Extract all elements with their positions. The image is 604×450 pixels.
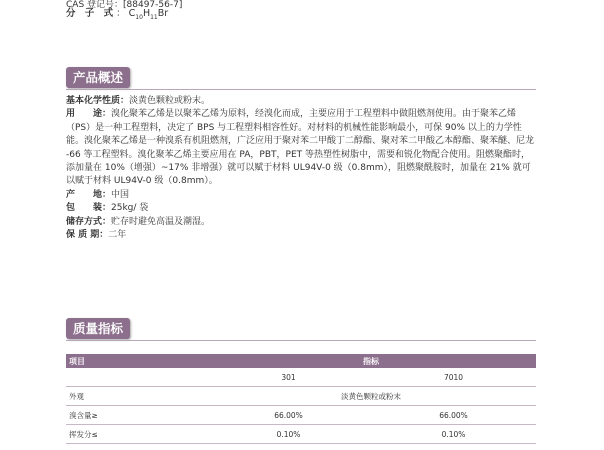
row-value: 0.10%: [371, 425, 536, 444]
usage-label: 用 途：: [66, 109, 112, 120]
section-divider: [66, 340, 536, 341]
row-value: 淡黄色颗粒或粉末: [206, 387, 536, 406]
properties-label: 基本化学性质：: [66, 96, 130, 106]
shelf-life-line: [66, 229, 538, 242]
row-value: 0.10%: [206, 425, 371, 444]
section-divider: [66, 89, 536, 90]
row-label: 挥发分≤: [66, 425, 206, 444]
package-value: 25kg/ 袋: [111, 203, 149, 214]
molecular-formula: 分 子 式： $C_{10}H_{11}Br$: [66, 8, 169, 21]
shelf-life-label: 保 质 期：: [66, 230, 109, 241]
grade-7010: 7010: [371, 368, 536, 387]
table-row: [66, 425, 536, 444]
origin-label: 产 地：: [66, 189, 112, 200]
usage-line: [66, 108, 538, 188]
usage-value: 溴化聚苯乙烯是以聚苯乙烯为原料，经溴化而成，主要应用于工程塑料中做阻燃剂使用。由于聚苯乙烯（PS）是一种工程塑料，决定了 BPS 与工程塑料相容性好。对材料的机械性能影响最小，可保 90% 以上的力学性能。溴化聚苯乙烯是一种溴系有机阻燃剂，广泛应用于聚对苯二甲酸丁二醇酯、聚对苯二甲酸乙本醇酯、聚苯醚、尼龙 -66 等工程塑料。溴化聚苯乙烯主要应用在 PA，PBT，PET 等热塑性树脂中，需要和锐化物配合使用。阻燃聚酯时，添加量在 10%（增强）~17% 非增强）就可以赋于材料 UL94V-0 级（0.8mm），阻燃聚酰胺时，加量在 21% 就可以赋于材料 UL94V-0 级（0.8mm）。: [66, 109, 535, 187]
properties-value: 淡黄色颗粒或粉末。: [129, 96, 211, 106]
shelf-life-value: 二年: [108, 230, 127, 241]
row-label: 溴含量≥: [66, 406, 206, 425]
formula-label: 分 子 式: [66, 8, 117, 19]
table-header-row: [66, 354, 536, 368]
storage-line: [66, 216, 538, 229]
storage-label: 储存方式：: [66, 216, 112, 227]
formula-h: H: [142, 8, 151, 19]
column-header-index: 指标: [206, 354, 536, 368]
cas-line: CAS 登记号：[88497-56-7]: [66, 0, 183, 10]
package-line: [66, 202, 538, 215]
formula-c: C: [128, 8, 136, 19]
origin-line: [66, 189, 538, 202]
quality-table: [66, 354, 536, 444]
formula-sub-c: 10: [135, 13, 143, 21]
row-label: 外观: [66, 387, 206, 406]
formula-sub-h: 11: [150, 13, 158, 21]
table-row: [66, 368, 536, 387]
origin-value: 中国: [111, 189, 130, 200]
package-label: 包 装：: [66, 203, 112, 214]
section-heading-overview: 产品概述: [66, 67, 130, 88]
column-header-item: 项目: [66, 354, 206, 368]
storage-value: 贮存时避免高温及潮湿。: [111, 216, 211, 227]
properties-line: [66, 95, 538, 108]
row-value: 66.00%: [206, 406, 371, 425]
formula-br: Br: [157, 8, 169, 19]
table-row: [66, 387, 536, 406]
row-value: 66.00%: [371, 406, 536, 425]
table-row: [66, 406, 536, 425]
overview-section: [66, 95, 538, 242]
section-heading-quality: 质量指标: [66, 318, 130, 339]
grade-301: 301: [206, 368, 371, 387]
